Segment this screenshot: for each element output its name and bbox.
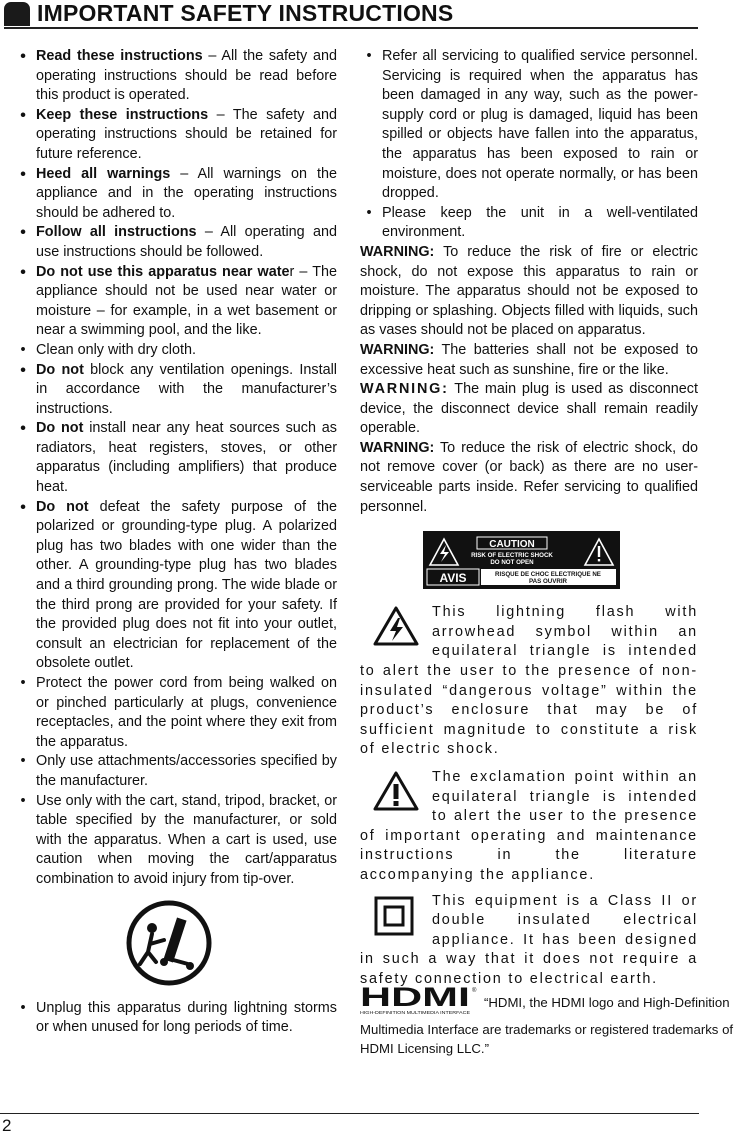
warning-label: WARNING: — [360, 341, 435, 358]
right-column — [360, 47, 698, 990]
list-item — [14, 498, 337, 674]
warning-paragraph — [360, 380, 698, 439]
footer-rule — [0, 1113, 699, 1114]
hdmi-logo — [360, 984, 478, 1016]
list-item — [360, 204, 698, 243]
caution-line2: DO NOT OPEN — [490, 559, 534, 567]
header-tab-marker — [4, 2, 30, 26]
item-heading: Do not — [36, 361, 84, 378]
warning-paragraph — [360, 243, 698, 341]
cart-tip-over-icon — [126, 900, 212, 986]
caution-title: CAUTION — [489, 539, 535, 551]
bullet: • — [20, 999, 26, 1016]
avis-label: AVIS — [439, 571, 467, 586]
bullet: • — [20, 498, 26, 516]
warning-text: To reduce the risk of fire or electric shock, do not expose this apparatus to rain or moisture. The apparatus should not be exposed to dripping or splashing. Objects filled with liquids, such as vases should not be placed on apparatus. — [360, 243, 698, 339]
list-item — [14, 106, 337, 165]
header-rule — [4, 27, 698, 29]
bullet: • — [20, 341, 26, 358]
warning-label: WARNING: — [360, 243, 435, 260]
exclamation-symbol-block — [360, 768, 698, 886]
list-item — [14, 999, 337, 1038]
safety-list-left — [14, 47, 337, 890]
item-text: install near any heat sources such as radiators, heat registers, stoves, or other apparatus (including amplifiers) that produce heat. — [36, 420, 337, 496]
exclamation-triangle-icon — [372, 770, 420, 812]
item-heading: Heed all warnings — [36, 165, 171, 182]
double-square-icon — [374, 896, 414, 936]
lightning-symbol — [360, 603, 424, 649]
list-item — [14, 361, 337, 420]
list-item — [14, 263, 337, 341]
list-item — [14, 223, 337, 262]
item-text: – The safety and operating instructions should be retained for future reference. — [36, 106, 337, 162]
list-item — [14, 165, 337, 224]
item-text: Unplug this apparatus during lightning storms or when unused for long periods of time. — [36, 999, 337, 1036]
item-text: Refer all servicing to qualified service personnel. Servicing is required when the apparatus has been damaged in any way, such as the power-supply cord or plug is damaged, liquid has been spilled or objects have fallen into the apparatus, the apparatus has been exposed to rain or moisture, does not operate normally, or has been dropped. — [382, 48, 698, 202]
safety-list-left-last — [14, 999, 337, 1038]
item-text: Clean only with dry cloth. — [36, 341, 196, 358]
warning-label: WARNING: — [360, 439, 435, 456]
bullet: • — [20, 165, 26, 183]
warning-paragraph — [360, 439, 698, 517]
hdmi-trademark-line2: Multimedia Interface are trademarks or registered trademarks of HDMI Licensing LLC.” — [360, 1022, 734, 1056]
bullet: • — [20, 224, 26, 242]
item-text: – All operating and use instructions should be followed. — [36, 224, 337, 260]
warning-text: The main plug is used as disconnect device, the disconnect device shall remain readily operable. — [360, 381, 698, 437]
bullet: • — [366, 48, 372, 64]
bullet: • — [20, 48, 26, 65]
list-item — [14, 792, 337, 890]
list-item — [14, 752, 337, 791]
item-heading: Do not — [36, 498, 89, 515]
hdmi-logo-text: HDMI — [360, 984, 470, 1012]
page-header — [4, 2, 698, 28]
class2-symbol — [360, 892, 424, 938]
item-heading: Read these instructions — [36, 48, 203, 64]
bullet: • — [20, 420, 26, 438]
warning-paragraph — [360, 341, 698, 380]
list-item — [14, 47, 337, 106]
item-text: block any ventilation openings. Install in accordance with the manufacturer’s instructions. — [36, 361, 338, 417]
class2-symbol-text: This equipment is a Class II or double insulated electrical appliance. It has been designed in such a way that it does not require a safety connection to electrical earth. — [360, 892, 698, 987]
item-heading: Do not use this apparatus near wate — [36, 263, 290, 280]
page-number: 2 — [2, 1116, 12, 1135]
exclamation-symbol-text: The exclamation point within an equilateral triangle is intended to alert the user to the presence of important operating and maintenance instructions in the literature accompanying the appliance. — [360, 769, 698, 883]
page-title: IMPORTANT SAFETY INSTRUCTIONS — [37, 0, 454, 26]
class2-symbol-block — [360, 892, 698, 990]
risque-line1: RISQUE DE CHOC ELECTRIQUE NE — [495, 571, 601, 579]
caution-line1: RISK OF ELECTRIC SHOCK — [471, 552, 553, 560]
cart-warning-figure — [14, 900, 337, 992]
lightning-symbol-text: This lightning flash with arrowhead symbol within an equilateral triangle is intended to alert the user to the presence of non-insulated “dangerous voltage” within the product’s enclosure that may be of sufficient magnitude to constitute a risk of electric shock. — [360, 604, 698, 758]
caution-label — [423, 531, 620, 589]
list-item — [14, 674, 337, 752]
item-text: Please keep the unit in a well-ventilated environment. — [382, 204, 698, 241]
warning-label: WARNING: — [360, 381, 449, 398]
item-heading: Do not — [36, 420, 84, 437]
item-text: r – The appliance should not be used near water or moisture – for example, in a wet basement or near a swimming pool, and the like. — [36, 263, 337, 339]
item-text: – All warnings on the appliance and in the operating instructions should be adhered to. — [36, 165, 337, 221]
bullet: • — [20, 753, 26, 770]
safety-list-right — [360, 47, 698, 243]
item-heading: Follow all instructions — [36, 224, 197, 241]
item-text: Use only with the cart, stand, tripod, bracket, or table specified by the manufacturer, or sold with the apparatus. When a cart is used, use caution when moving the cart/apparatus combination to avoid injury from tip-over. — [36, 792, 337, 887]
bullet: • — [20, 106, 26, 124]
hdmi-trademark-line1: “HDMI, the HDMI logo and High-Definition — [484, 995, 730, 1010]
warning-text: The batteries shall not be exposed to excessive heat such as sunshine, fire or the like. — [360, 341, 698, 378]
lightning-triangle-icon — [372, 605, 420, 647]
exclamation-symbol — [360, 768, 424, 814]
hdmi-logo-subtitle: HIGH-DEFINITION MULTIMEDIA INTERFACE — [360, 1010, 470, 1015]
item-text: defeat the safety purpose of the polarized or grounding-type plug. A polarized plug has two blades with one wider than the other. A grounding-type plug has two blades and a third grounding prong. The wide blade or the third prong are provided for your safety. If the provided plug does not fit into your outlet, consult an electrician for replacement of the obsolete outlet. — [36, 498, 337, 672]
item-text: Only use attachments/accessories specified by the manufacturer. — [36, 753, 337, 789]
bullet: • — [366, 204, 372, 221]
caution-label-figure — [360, 531, 698, 593]
lightning-symbol-block — [360, 603, 698, 760]
item-text: Protect the power cord from being walked on or pinched particularly at plugs, convenience receptacles, and the point where they exit from the apparatus. — [36, 675, 337, 750]
bullet: • — [20, 263, 26, 281]
svg-text:®: ® — [472, 988, 477, 994]
bullet: • — [20, 675, 26, 691]
list-item — [14, 341, 337, 361]
left-column — [14, 47, 337, 1038]
item-heading: Keep these instructions — [36, 106, 209, 123]
list-item — [14, 419, 337, 497]
item-text: – All the safety and operating instructions should be read before this product is operated. — [36, 48, 337, 104]
list-item — [360, 47, 698, 204]
bullet: • — [20, 361, 26, 379]
risque-line2: PAS OUVRIR — [528, 578, 568, 586]
warning-text: To reduce the risk of electric shock, do not remove cover (or back) as there are no user-serviceable parts inside. Refer servicing to qualified personnel. — [360, 439, 698, 515]
bullet: • — [20, 792, 26, 809]
